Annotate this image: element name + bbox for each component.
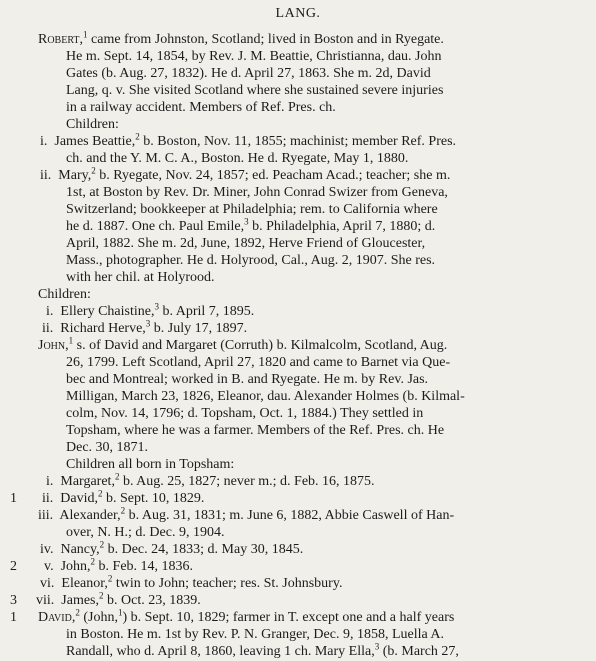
- text-line: Children:: [66, 117, 119, 132]
- text-line: with her chil. at Holyrood.: [66, 270, 215, 285]
- margin-number: 2: [10, 559, 17, 574]
- text-line: he d. 1887. One ch. Paul Emile,$^3$ b. Philadelphia, April 7, 1880; d.: [66, 216, 436, 234]
- text-line: Gates (b. Aug. 27, 1832). He d. April 27, 1863. She m. 2d, David: [66, 66, 431, 81]
- text-line: ii. Mary,$^2$ b. Ryegate, Nov. 24, 1857; ed. Peacham Acad.; teacher; she m.: [40, 165, 451, 183]
- text-line: in a railway accident. Members of Ref. Pres. ch.: [66, 100, 336, 115]
- text-line: iii. Alexander,$^2$ b. Aug. 31, 1831; m. June 6, 1882, Abbie Caswell of Han-: [38, 505, 455, 523]
- text-line: David,$^2$ (John,$^1$) b. Sept. 10, 1829; farmer in T. except one and a half years: [38, 607, 455, 625]
- text-line: Children:: [38, 287, 91, 302]
- text-line: vii. James,$^2$ b. Oct. 23, 1839.: [36, 590, 201, 608]
- text-line: iv. Nancy,$^2$ b. Dec. 24, 1833; d. May 30, 1845.: [40, 539, 304, 557]
- text-line: Mass., photographer. He d. Holyrood, Cal., Aug. 2, 1907. She res.: [66, 253, 436, 268]
- text-line: He m. Sept. 14, 1854, by Rev. J. M. Beattie, Christianna, dau. John: [66, 49, 442, 64]
- text-line: Milligan, March 23, 1826, Eleanor, dau. Alexander Holmes (b. Kilmal-: [66, 389, 465, 404]
- text-line: ii. Richard Herve,$^3$ b. July 17, 1897.: [42, 318, 248, 336]
- text-line: Robert,$^1$ came from Johnston, Scotland; lived in Boston and in Ryegate.: [38, 29, 444, 47]
- text-line: Dec. 30, 1871.: [66, 440, 149, 455]
- margin-number: 3: [10, 593, 17, 608]
- text-line: vi. Eleanor,$^2$ twin to John; teacher; res. St. Johnsbury.: [40, 573, 343, 591]
- text-line: v. John,$^2$ b. Feb. 14, 1836.: [44, 556, 194, 574]
- text-line: April, 1882. She m. 2d, June, 1892, Herve Friend of Gloucester,: [66, 236, 426, 251]
- text-line: Lang, q. v. She visited Scotland where she sustained severe injuries: [66, 83, 444, 98]
- margin-number: 1: [10, 610, 17, 625]
- text-line: Children all born in Topsham:: [66, 457, 235, 472]
- text-line: i. Margaret,$^2$ b. Aug. 25, 1827; never m.; d. Feb. 16, 1875.: [46, 471, 375, 489]
- text-line: in Boston. He m. 1st by Rev. P. N. Granger, Dec. 9, 1858, Luella A.: [66, 627, 445, 642]
- text-line: John,$^1$ s. of David and Margaret (Corruth) b. Kilmalcolm, Scotland, Aug.: [38, 335, 448, 353]
- page-title: LANG.: [275, 6, 321, 21]
- text-line: 26, 1799. Left Scotland, April 27, 1820 and came to Barnet via Que-: [66, 355, 451, 370]
- text-line: Randall, who d. April 8, 1860, leaving 1 ch. Mary Ella,$^3$ (b. March 27,: [66, 641, 459, 659]
- text-line: ch. and the Y. M. C. A., Boston. He d. Ryegate, May 1, 1880.: [66, 151, 409, 166]
- text-line: i. James Beattie,$^2$ b. Boston, Nov. 11, 1855; machinist; member Ref. Pres.: [40, 131, 457, 149]
- text-line: bec and Montreal; worked in B. and Ryegate. He m. by Rev. Jas.: [66, 372, 429, 387]
- text-line: 1st, at Boston by Rev. Dr. Miner, John Conrad Swizer from Geneva,: [66, 185, 448, 200]
- text-line: colm, Nov. 14, 1796; d. Topsham, Oct. 1, 1884.) They settled in: [66, 406, 424, 421]
- text-line: Switzerland; bookkeeper at Philadelphia; rem. to California where: [66, 202, 438, 217]
- text-line: Topsham, where he was a farmer. Members of the Ref. Pres. ch. He: [66, 423, 445, 438]
- text-line: over, N. H.; d. Dec. 9, 1904.: [66, 525, 225, 540]
- text-line: i. Ellery Chaistine,$^3$ b. April 7, 1895.: [46, 301, 255, 319]
- margin-number: 1: [10, 491, 17, 506]
- text-line: ii. David,$^2$ b. Sept. 10, 1829.: [42, 488, 205, 506]
